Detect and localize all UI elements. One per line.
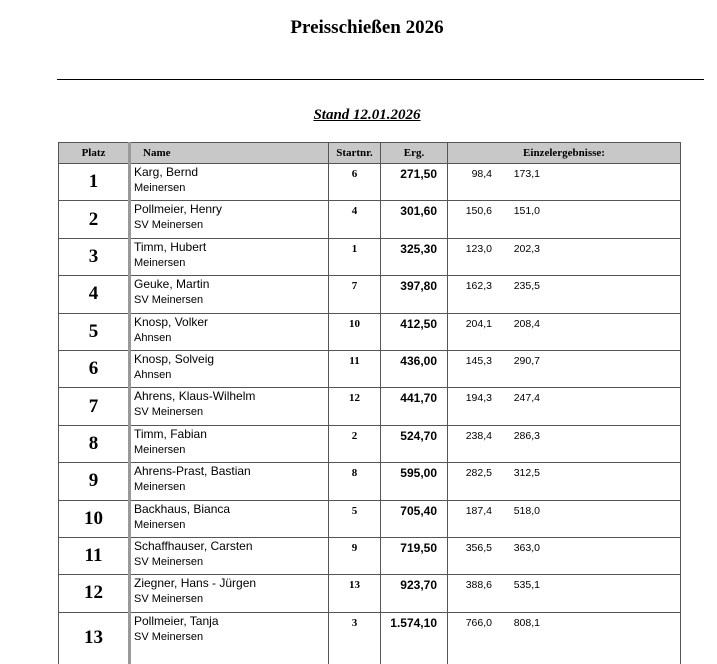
participant-club: Meinersen: [134, 481, 186, 494]
rank: 11: [59, 537, 130, 574]
participant: [130, 425, 329, 462]
single-results: [448, 500, 681, 537]
table-row: [59, 388, 681, 425]
single-result-2: 286,3: [513, 429, 540, 442]
participant-name: Backhaus, Bianca: [134, 501, 231, 516]
participant-name: Knosp, Volker: [134, 314, 209, 329]
result: 397,80: [381, 276, 448, 313]
single-results: [448, 164, 681, 201]
result: 923,70: [381, 575, 448, 612]
table-header: [59, 143, 681, 164]
result: 441,70: [381, 388, 448, 425]
participant-club: Meinersen: [134, 443, 186, 456]
participant-club: Ahnsen: [134, 331, 172, 344]
start-number: 8: [329, 463, 381, 500]
single-result-1: 194,3: [465, 392, 492, 405]
rank: 5: [59, 313, 130, 350]
single-result-1: 282,5: [465, 467, 492, 480]
participant: [130, 201, 329, 238]
participant-name: Pollmeier, Henry: [134, 202, 223, 217]
participant-name: Schaffhauser, Carsten: [134, 538, 253, 553]
single-results: [448, 425, 681, 462]
participant-name: Pollmeier, Tanja: [134, 613, 219, 628]
single-result-1: 766,0: [465, 616, 492, 629]
header-name: Name: [130, 143, 329, 164]
single-result-1: 238,4: [465, 429, 492, 442]
single-result-2: 290,7: [513, 354, 540, 367]
participant-club: Meinersen: [134, 518, 186, 531]
start-number: 1: [329, 238, 381, 275]
result: 325,30: [381, 238, 448, 275]
single-result-2: 535,1: [513, 579, 540, 592]
start-number: 12: [329, 388, 381, 425]
single-results: [448, 388, 681, 425]
result: 524,70: [381, 425, 448, 462]
participant-club: Ahnsen: [134, 368, 172, 381]
rank: 13: [59, 612, 130, 664]
single-result-2: 208,4: [513, 317, 540, 330]
single-results: [448, 350, 681, 387]
divider: [57, 79, 704, 80]
single-result-1: 145,3: [465, 354, 492, 367]
participant-club: SV Meinersen: [134, 406, 204, 419]
start-number: 2: [329, 425, 381, 462]
participant-name: Ahrens-Prast, Bastian: [134, 464, 251, 479]
participant: [130, 276, 329, 313]
start-number: 10: [329, 313, 381, 350]
result: 1.574,10: [381, 612, 448, 664]
header-erg: Erg.: [381, 143, 448, 164]
participant-name: Ziegner, Hans - Jürgen: [134, 576, 257, 591]
single-result-1: 150,6: [465, 205, 492, 218]
single-result-2: 518,0: [513, 504, 540, 517]
rank: 3: [59, 238, 130, 275]
single-result-2: 202,3: [513, 242, 540, 255]
participant-name: Geuke, Martin: [134, 277, 210, 292]
single-results: [448, 463, 681, 500]
participant-club: Meinersen: [134, 256, 186, 269]
rank: 4: [59, 276, 130, 313]
participant-club: SV Meinersen: [134, 630, 204, 643]
single-result-1: 388,6: [465, 579, 492, 592]
start-number: 9: [329, 537, 381, 574]
rank: 10: [59, 500, 130, 537]
single-result-2: 247,4: [513, 392, 540, 405]
single-results: [448, 537, 681, 574]
participant: [130, 612, 329, 664]
participant: [130, 388, 329, 425]
table-row: [59, 238, 681, 275]
single-result-1: 162,3: [465, 280, 492, 293]
participant: [130, 463, 329, 500]
participant-club: SV Meinersen: [134, 593, 204, 606]
start-number: 5: [329, 500, 381, 537]
single-result-2: 363,0: [513, 541, 540, 554]
rank: 9: [59, 463, 130, 500]
single-results: [448, 313, 681, 350]
single-result-1: 123,0: [465, 242, 492, 255]
participant: [130, 313, 329, 350]
single-result-2: 235,5: [513, 280, 540, 293]
single-result-1: 204,1: [465, 317, 492, 330]
result: 719,50: [381, 537, 448, 574]
table-row: [59, 201, 681, 238]
start-number: 4: [329, 201, 381, 238]
result: 595,00: [381, 463, 448, 500]
table-row: [59, 537, 681, 574]
single-result-2: 808,1: [513, 616, 540, 629]
participant-name: Timm, Fabian: [134, 426, 207, 441]
table-row: [59, 612, 681, 664]
header-startnr: Startnr.: [329, 143, 381, 164]
table-row: [59, 500, 681, 537]
page-title: Preisschießen 2026: [290, 17, 444, 38]
single-results: [448, 201, 681, 238]
result: 271,50: [381, 164, 448, 201]
header-einzel: Einzelergebnisse:: [448, 143, 681, 164]
participant-name: Timm, Hubert: [134, 239, 207, 254]
participant-name: Ahrens, Klaus-Wilhelm: [134, 389, 256, 404]
participant-club: SV Meinersen: [134, 555, 204, 568]
table-row: [59, 425, 681, 462]
single-result-2: 173,1: [513, 168, 540, 180]
participant-name: Knosp, Solveig: [134, 351, 215, 366]
result: 705,40: [381, 500, 448, 537]
single-result-1: 356,5: [465, 541, 492, 554]
stand-date: Stand 12.01.2026: [313, 107, 421, 123]
single-results: [448, 276, 681, 313]
participant: [130, 350, 329, 387]
result: 412,50: [381, 313, 448, 350]
participant-name: Karg, Bernd: [134, 165, 199, 179]
participant-club: SV Meinersen: [134, 219, 204, 232]
result: 436,00: [381, 350, 448, 387]
start-number: 6: [329, 164, 381, 201]
single-results: [448, 238, 681, 275]
start-number: 7: [329, 276, 381, 313]
rank: 1: [59, 164, 130, 201]
results-table: [58, 142, 681, 664]
single-result-2: 151,0: [513, 205, 540, 218]
table-row: [59, 164, 681, 201]
start-number: 13: [329, 575, 381, 612]
participant: [130, 238, 329, 275]
start-number: 11: [329, 350, 381, 387]
participant-club: Meinersen: [134, 182, 186, 194]
single-result-1: 187,4: [465, 504, 492, 517]
result: 301,60: [381, 201, 448, 238]
single-result-1: 98,4: [471, 168, 492, 180]
table-row: [59, 463, 681, 500]
table-row: [59, 276, 681, 313]
rank: 2: [59, 201, 130, 238]
rank: 8: [59, 425, 130, 462]
rank: 6: [59, 350, 130, 387]
table-row: [59, 575, 681, 612]
participant-club: SV Meinersen: [134, 294, 204, 307]
single-result-2: 312,5: [513, 467, 540, 480]
participant: [130, 500, 329, 537]
header-platz: Platz: [59, 143, 130, 164]
table-row: [59, 313, 681, 350]
participant: [130, 537, 329, 574]
start-number: 3: [329, 612, 381, 664]
participant: [130, 164, 329, 201]
rank: 7: [59, 388, 130, 425]
table-row: [59, 350, 681, 387]
participant: [130, 575, 329, 612]
single-results: [448, 612, 681, 664]
single-results: [448, 575, 681, 612]
rank: 12: [59, 575, 130, 612]
